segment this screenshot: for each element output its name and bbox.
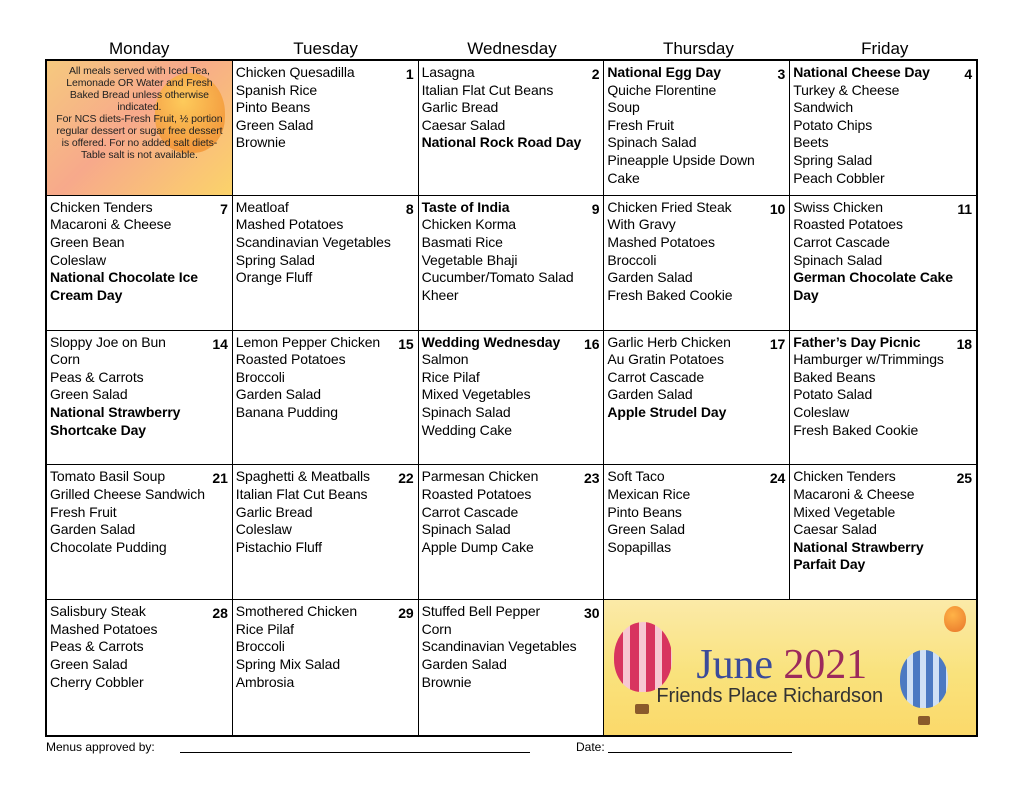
day-header-wednesday: Wednesday (467, 39, 557, 58)
menu-item: Spinach Salad (607, 134, 697, 151)
meal-note (47, 61, 233, 196)
menu-calendar (45, 59, 978, 737)
menu-item: Corn (421, 620, 452, 637)
day-cell-1 (233, 61, 419, 196)
day-cell-9 (419, 196, 605, 331)
day-cell-21 (47, 465, 233, 600)
menu-item: Ambrosia (235, 673, 295, 690)
day-cell-8 (233, 196, 419, 331)
day-number: 2 (591, 66, 600, 82)
menu-item: Peach Cobbler (793, 169, 885, 186)
menu-item: Scandinavian Vegetables (235, 233, 391, 250)
menu-item: Pinto Beans (235, 99, 311, 116)
menu-item: Garlic Bread (235, 503, 313, 520)
menu-item: Mashed Potatoes (607, 233, 715, 250)
day-cell-7 (47, 196, 233, 331)
menu-item: Mixed Vegetables (421, 386, 531, 403)
day-number: 14 (212, 335, 228, 352)
menu-item: Cucumber/Tomato Salad (421, 269, 574, 286)
day-cell-15 (233, 331, 419, 466)
menu-item: Roasted Potatoes (235, 351, 346, 368)
day-cell-18 (790, 331, 976, 466)
menu-item: With Gravy (607, 216, 676, 233)
menu-item: Coleslaw (50, 251, 106, 268)
menu-item: Spinach Salad (793, 251, 883, 268)
day-number: 25 (956, 470, 972, 487)
day-number: 11 (957, 200, 972, 217)
menu-item: Green Salad (607, 521, 685, 538)
blue-balloon-icon (900, 650, 948, 708)
day-header-tuesday: Tuesday (293, 39, 358, 58)
menu-item: Carrot Cascade (607, 368, 705, 385)
menu-item: Cherry Cobbler (50, 673, 144, 690)
menu-item: Baked Beans (793, 368, 876, 385)
special-day-item: Wedding Wednesday (421, 333, 561, 350)
pink-balloon-icon (614, 622, 672, 692)
menu-item: Caesar Salad (421, 116, 506, 133)
balloon-basket-icon (635, 704, 649, 714)
day-cell-11 (790, 196, 976, 331)
menu-item: Quiche Florentine (607, 81, 717, 98)
menu-item: Mixed Vegetable (793, 503, 896, 520)
day-cell-25 (790, 465, 976, 600)
menu-item: Stuffed Bell Pepper (421, 603, 541, 620)
menu-item: Roasted Potatoes (421, 485, 532, 502)
menu-item: Broccoli (607, 251, 657, 268)
day-number: 1 (405, 66, 414, 82)
banner-title (696, 642, 867, 688)
date-line (608, 752, 792, 753)
special-day-item: Taste of India (421, 198, 510, 215)
menu-item: Chicken Tenders (793, 468, 896, 485)
day-cell-14 (47, 331, 233, 466)
day-number: 3 (777, 66, 786, 82)
menu-item: Coleslaw (235, 521, 292, 538)
menu-item: Sopapillas (607, 538, 671, 555)
menu-item: Spaghetti & Meatballs (235, 468, 370, 485)
day-number: 30 (584, 605, 600, 622)
day-cell-16 (419, 331, 605, 466)
day-cell-3 (604, 61, 790, 196)
special-day-item: German Chocolate Cake Day (793, 269, 953, 303)
menu-item: Chicken Fried Steak (607, 198, 732, 215)
day-number: 7 (220, 200, 228, 217)
day-number: 16 (584, 335, 600, 352)
day-number: 23 (584, 470, 600, 487)
day-number: 17 (769, 335, 786, 352)
menu-item: Soft Taco (607, 468, 665, 485)
menu-item: Chicken Korma (421, 216, 516, 233)
menu-item: Mashed Potatoes (235, 216, 344, 233)
day-number: 9 (591, 200, 600, 217)
menu-item: Italian Flat Cut Beans (235, 485, 368, 502)
day-number: 29 (398, 605, 414, 622)
menu-item: Salisbury Steak (50, 603, 146, 620)
menu-item: Pinto Beans (607, 503, 682, 520)
menu-item: Garlic Herb Chicken (607, 333, 731, 350)
menu-item: Corn (50, 351, 80, 368)
menu-item: Garden Salad (235, 386, 321, 403)
menu-item: Orange Fluff (235, 269, 313, 286)
menu-item: Spring Salad (235, 251, 315, 268)
menu-item: Fresh Baked Cookie (607, 286, 733, 303)
menu-item: Sloppy Joe on Bun (50, 333, 166, 350)
menu-item: Green Salad (50, 655, 128, 672)
special-day-item: Father’s Day Picnic (793, 333, 921, 350)
approved-by-label: Menus approved by: (46, 740, 155, 754)
day-header-thursday: Thursday (662, 39, 734, 58)
banner-year: 2021 (783, 642, 867, 689)
day-cell-4 (790, 61, 976, 196)
special-day-item: National Chocolate Ice Cream Day (50, 269, 198, 303)
menu-item: Banana Pudding (235, 403, 338, 420)
menu-item: Apple Dump Cake (421, 538, 534, 555)
menu-item: Rice Pilaf (235, 620, 294, 637)
menu-item: Green Bean (50, 233, 125, 250)
day-number: 18 (956, 335, 972, 352)
menu-item: Garden Salad (607, 269, 693, 286)
menu-item: Spinach Salad (421, 403, 511, 420)
banner-subtitle: Friends Place Richardson (656, 685, 883, 708)
menu-item: Pistachio Fluff (235, 538, 322, 555)
menu-item: Grilled Cheese Sandwich (50, 485, 205, 502)
day-number: 15 (398, 335, 414, 352)
menu-item: Lasagna (421, 64, 475, 80)
menu-item: Macaroni & Cheese (793, 485, 915, 502)
menu-item: Chocolate Pudding (50, 538, 167, 555)
menu-item: Brownie (421, 673, 472, 690)
menu-item: Garlic Bread (421, 99, 499, 116)
day-cell-28 (47, 600, 233, 735)
menu-item: Soup (607, 99, 640, 116)
menu-item: Spinach Salad (421, 521, 511, 538)
special-day-item: National Strawberry Parfait Day (793, 538, 924, 573)
day-number: 22 (398, 470, 414, 487)
menu-item: Kheer (421, 286, 459, 303)
menu-item: Fresh Fruit (50, 503, 117, 520)
menu-item: Spring Mix Salad (235, 655, 341, 672)
menu-item: Pineapple Upside Down Cake (607, 151, 755, 186)
day-number: 10 (769, 200, 786, 217)
menu-item: Potato Chips (793, 116, 873, 133)
day-cell-2 (419, 61, 605, 196)
day-number: 28 (212, 605, 228, 622)
menu-item: Spring Salad (793, 151, 873, 168)
day-number: 21 (212, 470, 228, 487)
day-number: 8 (405, 200, 414, 217)
orange-balloon-icon (944, 606, 966, 632)
menu-item: Italian Flat Cut Beans (421, 81, 554, 98)
day-header-monday: Monday (108, 39, 170, 58)
menu-item: Lemon Pepper Chicken (235, 333, 381, 350)
special-day-item: Apple Strudel Day (607, 403, 727, 420)
month-banner (604, 600, 976, 735)
menu-item: Hamburger w/Trimmings (793, 351, 944, 368)
banner-month: June (696, 642, 773, 689)
menu-item: Meatloaf (235, 198, 289, 215)
day-cell-24 (604, 465, 790, 600)
menu-item: Garden Salad (607, 386, 693, 403)
menu-item: Carrot Cascade (421, 503, 519, 520)
menu-item: Green Salad (235, 116, 314, 133)
menu-item: Au Gratin Potatoes (607, 351, 724, 368)
menu-item: Carrot Cascade (793, 233, 890, 250)
menu-item: Peas & Carrots (50, 638, 144, 655)
date-label: Date: (576, 740, 605, 754)
menu-item: Spanish Rice (235, 81, 318, 98)
weekday-header (46, 38, 978, 60)
menu-item: Mexican Rice (607, 485, 691, 502)
menu-item: Mashed Potatoes (50, 620, 158, 637)
menu-item: Fresh Fruit (607, 116, 674, 133)
approval-footer (46, 738, 978, 756)
menu-item: Sandwich (793, 99, 854, 116)
menu-item: Garden Salad (421, 655, 507, 672)
day-header-friday: Friday (861, 39, 909, 58)
menu-item: Beets (793, 134, 829, 151)
balloon-basket-icon (918, 716, 930, 725)
meal-note-text: All meals served with Iced Tea, Lemonade OR Water and Fresh Baked Bread unless otherwise indicated. For NCS diets-Fresh Fruit, ½ portion regular dessert or sugar free dessert is offered. For no added salt diets-Table salt is not available. (56, 65, 223, 161)
menu-item: Swiss Chicken (793, 198, 883, 215)
menu-item: Garden Salad (50, 521, 136, 538)
menu-item: Broccoli (235, 368, 285, 385)
menu-item: Vegetable Bhaji (421, 251, 518, 268)
menu-item: Turkey & Cheese (793, 81, 900, 98)
menu-item: Tomato Basil Soup (50, 468, 166, 485)
day-cell-22 (233, 465, 419, 600)
menu-item: Macaroni & Cheese (50, 216, 172, 233)
day-cell-17 (604, 331, 790, 466)
menu-item: Parmesan Chicken (421, 468, 539, 485)
approved-by-line (180, 752, 530, 753)
menu-item: Potato Salad (793, 386, 873, 403)
day-cell-10 (604, 196, 790, 331)
menu-item: Chicken Tenders (50, 198, 153, 215)
special-day-item: National Rock Road Day (421, 134, 582, 151)
day-number: 4 (964, 66, 972, 82)
day-number: 24 (769, 470, 786, 487)
menu-item: Caesar Salad (793, 521, 877, 538)
menu-item: Green Salad (50, 386, 128, 403)
day-cell-29 (233, 600, 419, 735)
menu-item: Broccoli (235, 638, 285, 655)
menu-item: Fresh Baked Cookie (793, 421, 919, 438)
menu-item: Rice Pilaf (421, 368, 480, 385)
menu-item: Smothered Chicken (235, 603, 358, 620)
menu-item: Basmati Rice (421, 233, 503, 250)
menu-item: Peas & Carrots (50, 368, 144, 385)
day-cell-30 (419, 600, 605, 735)
menu-item: Scandinavian Vegetables (421, 638, 577, 655)
special-day-item: National Strawberry Shortcake Day (50, 403, 181, 438)
menu-item: Coleslaw (793, 403, 850, 420)
menu-item: Chicken Quesadilla (235, 64, 355, 80)
menu-item: Wedding Cake (421, 421, 512, 438)
menu-item: Roasted Potatoes (793, 216, 903, 233)
day-cell-23 (419, 465, 605, 600)
special-day-item: National Egg Day (607, 64, 721, 80)
menu-item: Brownie (235, 134, 286, 151)
menu-item: Salmon (421, 351, 469, 368)
special-day-item: National Cheese Day (793, 64, 930, 80)
